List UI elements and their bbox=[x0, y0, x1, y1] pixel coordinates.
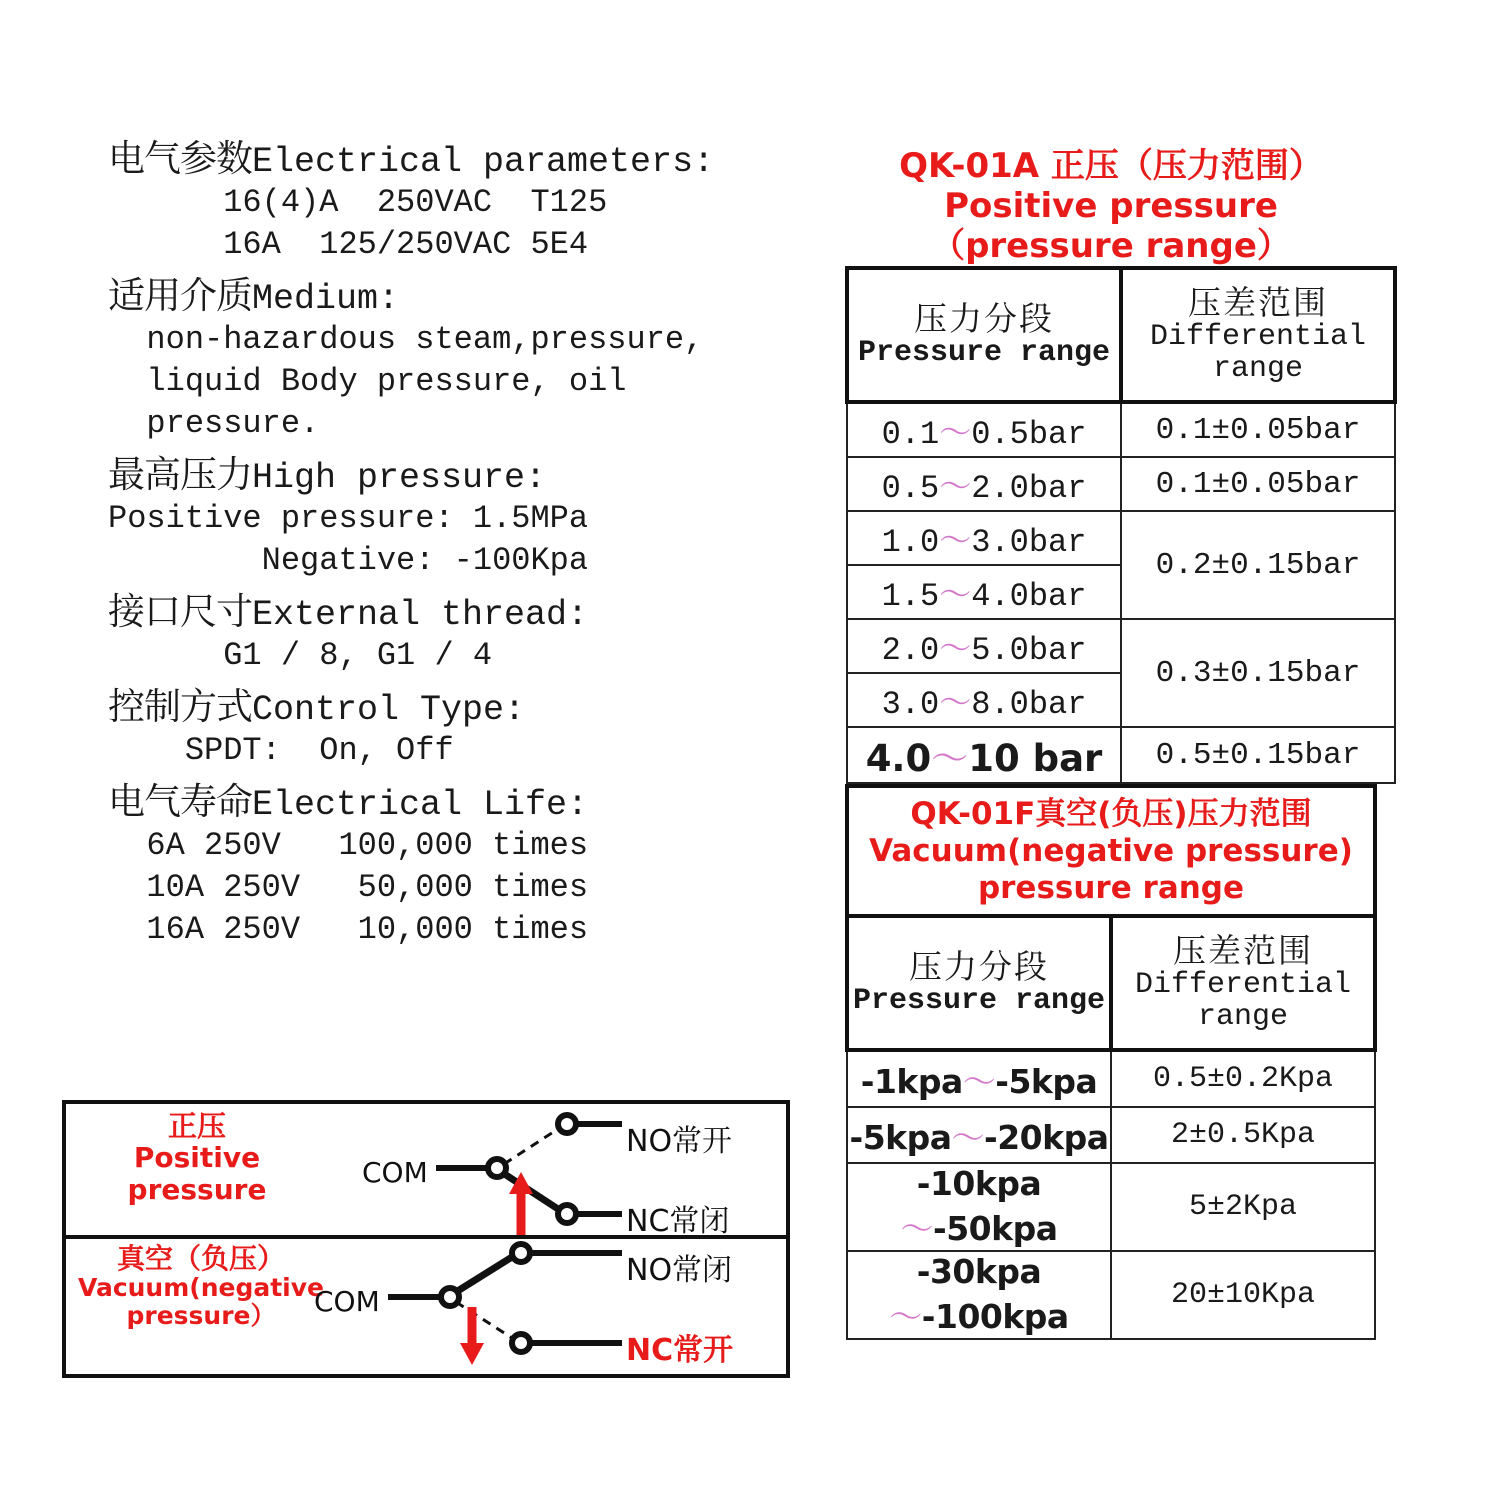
table-row bbox=[847, 727, 1395, 783]
positive-label-en-line1: Positive bbox=[133, 1141, 261, 1175]
table-row bbox=[847, 1107, 1375, 1163]
vacuum-header-differential-range-en-line1: Differential bbox=[1134, 967, 1352, 1002]
spec-value-line: G1 / 8, G1 / 4 bbox=[108, 637, 493, 674]
table-row bbox=[847, 1163, 1375, 1251]
spec-value-line: 10A 250V 50,000 times bbox=[108, 869, 589, 906]
vacuum-pressure-range-cell: -5kpa～-20kpa bbox=[847, 1107, 1111, 1163]
header-differential-range-en-line2: range bbox=[1212, 352, 1303, 387]
positive-com-terminal-label: COM bbox=[362, 1156, 428, 1189]
positive-label-en-line2: pressure bbox=[127, 1172, 267, 1206]
pressure-range-tables bbox=[845, 146, 1377, 1340]
spec-value-line: SPDT: On, Off bbox=[108, 732, 454, 769]
positive-title-line1: QK-01A 正压（压力范围） bbox=[899, 146, 1323, 186]
tilde-separator: ～ bbox=[889, 1297, 922, 1337]
differential-range-cell: 0.1±0.05bar bbox=[1121, 402, 1395, 457]
spec-value-line: 16(4)A 250VAC T125 bbox=[108, 184, 608, 221]
vacuum-com-terminal-label: COM bbox=[314, 1285, 380, 1318]
table-row bbox=[847, 402, 1395, 457]
pressure-range-cell: 1.5～4.0bar bbox=[847, 565, 1121, 619]
vacuum-label-en-line1: Vacuum(negative bbox=[77, 1273, 325, 1303]
spec-heading-cjk: 最高压力 bbox=[108, 453, 252, 496]
positive-pressure-table bbox=[845, 266, 1397, 784]
spec-heading-cjk: 电气寿命 bbox=[108, 780, 252, 823]
tilde-separator: ～ bbox=[931, 737, 969, 781]
vacuum-differential-range-cell: 5±2Kpa bbox=[1111, 1163, 1375, 1251]
vacuum-header-pressure-range bbox=[847, 916, 1111, 1050]
spec-value-line: non-hazardous steam,pressure, bbox=[108, 321, 704, 358]
tilde-separator: ～ bbox=[939, 416, 972, 454]
header-pressure-range-en: Pressure range bbox=[857, 335, 1111, 370]
pressure-range-cell: 0.5～2.0bar bbox=[847, 457, 1121, 511]
header-pressure-range bbox=[847, 268, 1121, 402]
vacuum-label-cjk: 真空（负压） bbox=[116, 1242, 285, 1275]
tilde-separator: ～ bbox=[939, 524, 972, 562]
spec-value-line: Positive pressure: 1.5MPa bbox=[108, 500, 589, 537]
spec-heading bbox=[108, 685, 768, 730]
pressure-range-cell: 1.0～3.0bar bbox=[847, 511, 1121, 565]
differential-range-cell: 0.5±0.15bar bbox=[1121, 727, 1395, 783]
vacuum-pressure-range-cell: -1kpa～-5kpa bbox=[847, 1050, 1111, 1107]
positive-title-line3: （pressure range） bbox=[931, 226, 1291, 267]
positive-no-terminal-label: NO常开 bbox=[626, 1124, 733, 1159]
vacuum-pressure-switch-panel bbox=[66, 1239, 786, 1374]
header-differential-range-cjk: 压差范围 bbox=[1188, 283, 1328, 323]
spec-value-line: liquid Body pressure, oil bbox=[108, 363, 627, 400]
spec-heading-en: Electrical parameters: bbox=[252, 142, 715, 182]
spec-heading bbox=[108, 590, 768, 635]
vacuum-header-pressure-range-cjk: 压力分段 bbox=[909, 947, 1049, 987]
spec-heading-en: Medium: bbox=[252, 279, 400, 319]
table-row bbox=[847, 511, 1395, 565]
tilde-separator: ～ bbox=[951, 1117, 985, 1157]
spec-value-line: 6A 250V 100,000 times bbox=[108, 827, 589, 864]
vacuum-title-line3: pressure range bbox=[977, 869, 1245, 906]
vacuum-title-line1: QK-01F真空(负压)压力范围 bbox=[910, 796, 1312, 833]
table-header-row bbox=[847, 268, 1395, 402]
spec-value-line: Negative: -100Kpa bbox=[108, 542, 589, 579]
vacuum-header-pressure-range-en: Pressure range bbox=[852, 983, 1106, 1018]
tilde-separator: ～ bbox=[939, 470, 972, 508]
differential-range-cell: 0.2±0.15bar bbox=[1121, 511, 1395, 619]
table-row bbox=[847, 457, 1395, 511]
spec-value-line: 16A 125/250VAC 5E4 bbox=[108, 226, 589, 263]
spec-value-line: 16A 250V 10,000 times bbox=[108, 911, 589, 948]
down-arrow-icon bbox=[460, 1307, 484, 1365]
vacuum-title-line2: Vacuum(negative pressure) bbox=[869, 833, 1353, 870]
specifications-column bbox=[108, 137, 768, 962]
differential-range-cell: 0.3±0.15bar bbox=[1121, 619, 1395, 727]
vacuum-differential-range-cell: 20±10Kpa bbox=[1111, 1251, 1375, 1339]
spec-heading bbox=[108, 780, 768, 825]
spec-heading-en: Control Type: bbox=[252, 690, 526, 730]
spec-heading-cjk: 电气参数 bbox=[108, 137, 252, 180]
vacuum-nc-terminal-label: NC常开 bbox=[626, 1333, 734, 1368]
spec-heading bbox=[108, 274, 768, 319]
pressure-range-cell: 2.0～5.0bar bbox=[847, 619, 1121, 673]
vacuum-differential-range-cell: 0.5±0.2Kpa bbox=[1111, 1050, 1375, 1107]
vacuum-header-differential-range-cjk: 压差范围 bbox=[1173, 931, 1313, 971]
vacuum-header-differential-range-en-line2: range bbox=[1197, 1000, 1288, 1035]
vacuum-table-title bbox=[847, 786, 1375, 916]
spec-heading-en: High pressure: bbox=[252, 458, 547, 498]
pressure-range-cell: 0.1～0.5bar bbox=[847, 402, 1121, 457]
positive-pressure-switch-panel bbox=[66, 1104, 786, 1239]
vacuum-label-en-line2: pressure） bbox=[126, 1301, 276, 1331]
spec-heading-cjk: 接口尺寸 bbox=[108, 590, 252, 633]
vacuum-pressure-range-cell: -30kpa～-100kpa bbox=[847, 1251, 1111, 1339]
vacuum-switch-schematic bbox=[66, 1239, 786, 1374]
pressure-range-cell: 4.0～10 bar bbox=[847, 727, 1121, 783]
tilde-separator: ～ bbox=[939, 578, 972, 616]
vacuum-banner-row bbox=[847, 786, 1375, 916]
header-differential-range bbox=[1121, 268, 1395, 402]
vacuum-header-differential-range bbox=[1111, 916, 1375, 1050]
vacuum-no-terminal-label: NO常闭 bbox=[626, 1253, 733, 1288]
positive-switch-schematic bbox=[66, 1104, 786, 1239]
header-differential-range-en-line1: Differential bbox=[1149, 319, 1367, 354]
vacuum-pressure-range-cell: -10kpa～-50kpa bbox=[847, 1163, 1111, 1251]
vacuum-pressure-table bbox=[845, 784, 1377, 1340]
spec-heading-en: Electrical Life: bbox=[252, 785, 589, 825]
tilde-separator: ～ bbox=[900, 1209, 934, 1249]
header-pressure-range-cjk: 压力分段 bbox=[914, 299, 1054, 339]
positive-nc-terminal-label: NC常闭 bbox=[626, 1204, 730, 1239]
positive-table-title bbox=[845, 146, 1377, 266]
vacuum-differential-range-cell: 2±0.5Kpa bbox=[1111, 1107, 1375, 1163]
positive-title-line2: Positive pressure bbox=[944, 186, 1278, 227]
positive-label-cjk: 正压 bbox=[167, 1109, 226, 1143]
spec-heading bbox=[108, 453, 768, 498]
table-row bbox=[847, 619, 1395, 673]
spec-value-line: pressure. bbox=[108, 405, 320, 442]
spec-heading-cjk: 适用介质 bbox=[108, 274, 252, 317]
spec-heading bbox=[108, 137, 768, 182]
switch-contact-diagram bbox=[62, 1100, 790, 1378]
tilde-separator: ～ bbox=[939, 632, 972, 670]
tilde-separator: ～ bbox=[939, 686, 972, 724]
table-header-row bbox=[847, 916, 1375, 1050]
pressure-range-cell: 3.0～8.0bar bbox=[847, 673, 1121, 727]
table-row bbox=[847, 1251, 1375, 1339]
spec-heading-cjk: 控制方式 bbox=[108, 685, 252, 728]
table-row bbox=[847, 1050, 1375, 1107]
tilde-separator: ～ bbox=[962, 1061, 996, 1101]
spec-heading-en: External thread: bbox=[252, 595, 589, 635]
differential-range-cell: 0.1±0.05bar bbox=[1121, 457, 1395, 511]
